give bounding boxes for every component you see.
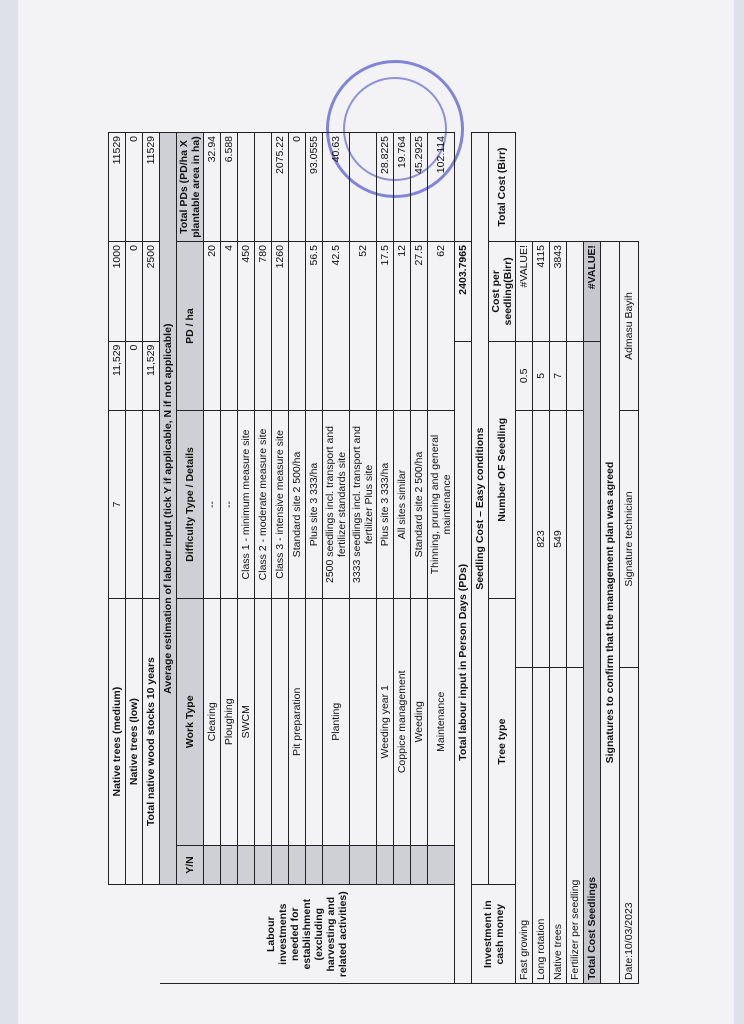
labour-row bbox=[221, 133, 238, 984]
yn-cell bbox=[394, 845, 411, 885]
native-row-label: Total native wood stocks 10 years bbox=[143, 598, 160, 885]
total-cost-cell: 3843 bbox=[550, 242, 567, 342]
labour-row bbox=[204, 133, 221, 984]
labour-row bbox=[272, 133, 289, 984]
total-pds-cell: 6.588 bbox=[221, 133, 238, 242]
total-cost-cell: #VALUE! bbox=[516, 242, 533, 342]
labour-row bbox=[377, 133, 394, 984]
labour-total-value: 2403.7965 bbox=[455, 242, 472, 342]
difficulty-cell: Thinning, pruning and general maintenance bbox=[428, 411, 455, 599]
difficulty-cell: 2500 seedlings incl. transport and fertilizer standards site bbox=[323, 411, 350, 599]
pd-ha-header: PD / ha bbox=[177, 242, 204, 411]
difficulty-cell: Standard site 2 500/ha bbox=[411, 411, 428, 599]
seedling-rows bbox=[516, 133, 584, 984]
pd-ha-cell: 20 bbox=[204, 242, 221, 411]
seedling-number-cell bbox=[516, 411, 533, 668]
difficulty-cell: Plus site 3 333/ha bbox=[377, 411, 394, 599]
pd-ha-cell: 56.5 bbox=[306, 242, 323, 411]
yn-cell bbox=[255, 845, 272, 885]
difficulty-cell: Class 1 - minimum measure site bbox=[238, 411, 255, 599]
native-row-pd: 2500 bbox=[143, 242, 160, 342]
pd-ha-cell: 780 bbox=[255, 242, 272, 411]
cost-per-seedling-cell: 7 bbox=[550, 341, 567, 410]
cost-per-seedling-cell: 0.5 bbox=[516, 341, 533, 410]
difficulty-cell: 3333 seedlings incl. transport and fertilizer Plus site bbox=[350, 411, 377, 599]
work-type-cell: Weeding year 1 bbox=[377, 598, 394, 845]
native-row-total: 0 bbox=[126, 133, 143, 242]
yn-header: Y/N bbox=[177, 845, 204, 885]
native-row-total: 11529 bbox=[109, 133, 126, 242]
labour-section-label: Labour investments needed for establishment (excluding harvesting and related activities) bbox=[160, 885, 455, 984]
yn-cell bbox=[323, 845, 350, 885]
native-row-value: 0 bbox=[126, 341, 143, 410]
pd-ha-cell: 27.5 bbox=[411, 242, 428, 411]
tree-type-cell: Fertilizer per seedling bbox=[567, 667, 584, 983]
rotated-document bbox=[108, 132, 676, 984]
total-cost-cell: 4115 bbox=[533, 242, 550, 342]
blank-cell bbox=[143, 885, 160, 984]
work-type-cell: SWCM bbox=[238, 598, 255, 845]
native-stock-row bbox=[143, 133, 160, 984]
seedling-cost-title: Seedling Cost – Easy conditions bbox=[472, 133, 489, 885]
native-row-pd: 0 bbox=[126, 242, 143, 342]
total-pds-cell: 19.764 bbox=[394, 133, 411, 242]
native-row-count bbox=[143, 411, 160, 599]
labour-total bbox=[455, 133, 472, 984]
pd-ha-cell: 52 bbox=[350, 242, 377, 411]
work-type-cell: Clearing bbox=[204, 598, 221, 845]
native-stock-row bbox=[126, 133, 143, 984]
yn-cell bbox=[377, 845, 394, 885]
signature-technician-label: Signature technician bbox=[620, 411, 639, 668]
native-row-value: 11,529 bbox=[109, 341, 126, 410]
work-type-header: Work Type bbox=[177, 598, 204, 845]
native-stock-row bbox=[109, 133, 126, 984]
labour-row bbox=[428, 133, 455, 984]
labour-row bbox=[323, 133, 350, 984]
work-type-cell: Planting bbox=[323, 598, 350, 845]
labour-row bbox=[306, 133, 323, 984]
pd-ha-cell bbox=[289, 242, 306, 411]
native-stock-rows bbox=[109, 133, 160, 984]
yn-cell bbox=[411, 845, 428, 885]
yn-cell bbox=[204, 845, 221, 885]
blank-cell bbox=[109, 885, 126, 984]
investment-section-label: Investment in cash money bbox=[472, 885, 516, 984]
cost-per-header: Cost per seedling(Birr) bbox=[489, 242, 516, 342]
labour-row bbox=[238, 133, 255, 984]
total-pds-cell bbox=[255, 133, 272, 242]
seedling-row bbox=[550, 133, 567, 984]
total-pds-cell: 2075.22 bbox=[272, 133, 289, 242]
work-type-cell: Maintenance bbox=[428, 598, 455, 845]
total-cost-seedlings-label: Total Cost Seedlings bbox=[584, 341, 601, 983]
work-type-cell bbox=[306, 598, 323, 845]
difficulty-cell: All sites similar bbox=[394, 411, 411, 599]
labour-row bbox=[350, 133, 377, 984]
work-type-cell: Weeding bbox=[411, 598, 428, 845]
total-pds-cell: 28.8225 bbox=[377, 133, 394, 242]
difficulty-cell: Plus site 3 333/ha bbox=[306, 411, 323, 599]
work-type-cell bbox=[350, 598, 377, 845]
labour-row bbox=[255, 133, 272, 984]
native-row-pd: 1000 bbox=[109, 242, 126, 342]
difficulty-cell: -- bbox=[204, 411, 221, 599]
difficulty-header: Difficulty Type / Details bbox=[177, 411, 204, 599]
labour-total-label: Total labour input in Person Days (PDs) bbox=[455, 341, 472, 983]
native-row-total: 11529 bbox=[143, 133, 160, 242]
work-type-cell: Ploughing bbox=[221, 598, 238, 845]
pd-ha-cell: 62 bbox=[428, 242, 455, 411]
yn-cell bbox=[221, 845, 238, 885]
total-cost-seedlings-value: #VALUE! bbox=[584, 242, 601, 342]
labour-row bbox=[289, 133, 306, 984]
total-cost-header: Total Cost (Birr) bbox=[489, 133, 516, 242]
blank-cell bbox=[126, 885, 143, 984]
difficulty-cell: Class 3 - intensive measure site bbox=[272, 411, 289, 599]
pd-ha-cell: 42.5 bbox=[323, 242, 350, 411]
work-type-cell: Coppice management bbox=[394, 598, 411, 845]
seedling-row bbox=[567, 133, 584, 984]
investment-section bbox=[472, 133, 516, 984]
total-cost-cell bbox=[567, 242, 584, 342]
total-pds-cell: 40.63 bbox=[323, 133, 350, 242]
total-pds-cell bbox=[350, 133, 377, 242]
pd-ha-cell: 4 bbox=[221, 242, 238, 411]
labour-title: Average estimation of labour input (tick Y if applicable, N if not applicable) bbox=[160, 133, 177, 885]
pd-ha-cell: 1260 bbox=[272, 242, 289, 411]
cost-per-seedling-cell: 5 bbox=[533, 341, 550, 410]
total-pds-cell: 0 bbox=[289, 133, 306, 242]
labour-row bbox=[411, 133, 428, 984]
total-pds-cell: 93.0555 bbox=[306, 133, 323, 242]
signatures-title: Signatures to confirm that the management plan was agreed bbox=[601, 242, 620, 984]
seedling-total bbox=[584, 133, 639, 984]
tree-type-cell: Fast growing bbox=[516, 667, 533, 983]
work-type-cell: Pit preparation bbox=[289, 598, 306, 845]
pd-ha-cell: 17.5 bbox=[377, 242, 394, 411]
cost-per-seedling-cell bbox=[567, 341, 584, 410]
yn-cell bbox=[272, 845, 289, 885]
pd-ha-cell: 450 bbox=[238, 242, 255, 411]
yn-cell bbox=[238, 845, 255, 885]
native-row-value: 11,529 bbox=[143, 341, 160, 410]
difficulty-cell: -- bbox=[221, 411, 238, 599]
native-row-count bbox=[126, 411, 143, 599]
total-pds-cell: 102.114 bbox=[428, 133, 455, 242]
total-pds-cell: 32.94 bbox=[204, 133, 221, 242]
native-row-count: 7 bbox=[109, 411, 126, 599]
yn-cell bbox=[306, 845, 323, 885]
seedling-row bbox=[516, 133, 533, 984]
work-type-cell bbox=[255, 598, 272, 845]
number-seedling-header: Number OF Seedling bbox=[489, 341, 516, 598]
total-pds-cell: 45.2925 bbox=[411, 133, 428, 242]
yn-cell bbox=[289, 845, 306, 885]
yn-cell bbox=[350, 845, 377, 885]
tree-type-cell: Long rotation bbox=[533, 667, 550, 983]
native-row-label: Native trees (low) bbox=[126, 598, 143, 885]
yn-cell bbox=[428, 845, 455, 885]
labour-section bbox=[160, 133, 455, 984]
pd-ha-cell: 12 bbox=[394, 242, 411, 411]
tree-type-cell: Native trees bbox=[550, 667, 567, 983]
tree-type-header: Tree type bbox=[489, 598, 516, 885]
seedling-number-cell: 549 bbox=[550, 411, 567, 668]
total-pds-cell bbox=[238, 133, 255, 242]
total-pds-header: Total PDs (PD/ha X plantable area in ha) bbox=[177, 133, 204, 242]
difficulty-cell: Standard site 2 500/ha bbox=[289, 411, 306, 599]
native-row-label: Native trees (medium) bbox=[109, 598, 126, 885]
technician-name: Admasu Bayih bbox=[620, 242, 639, 411]
seedling-number-cell bbox=[567, 411, 584, 668]
seedling-number-cell: 823 bbox=[533, 411, 550, 668]
date-cell: Date:10/03/2023 bbox=[620, 667, 639, 983]
labour-cost-table bbox=[108, 132, 639, 984]
labour-row bbox=[394, 133, 411, 984]
work-type-cell bbox=[272, 598, 289, 845]
seedling-row bbox=[533, 133, 550, 984]
difficulty-cell: Class 2 - moderate measure site bbox=[255, 411, 272, 599]
